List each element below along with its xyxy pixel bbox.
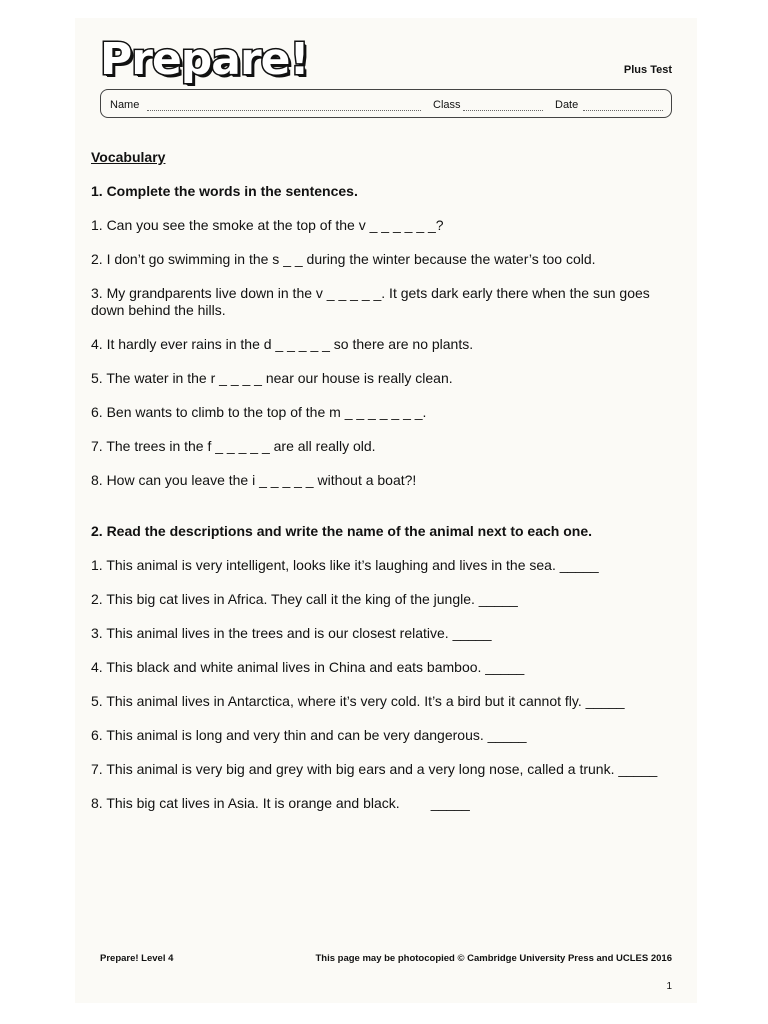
section-title: Vocabulary — [91, 149, 166, 165]
prepare-logo: Prepare! — [100, 34, 309, 85]
vocab-item: 8. How can you leave the i _ _ _ _ _ without a boat?! — [91, 472, 417, 488]
worksheet-content — [91, 149, 681, 829]
animal-item: 5. This animal lives in Antarctica, where it’s very cold. It’s a bird but it cannot fly. _____ — [91, 693, 625, 709]
animal-item: 6. This animal is long and very thin and can be very dangerous. _____ — [91, 727, 527, 743]
animal-item: 1. This animal is very intelligent, looks like it’s laughing and lives in the sea. _____ — [91, 557, 599, 573]
vocab-item: 6. Ben wants to climb to the top of the m _ _ _ _ _ _ _. — [91, 404, 427, 420]
animal-item: 4. This black and white animal lives in China and eats bamboo. _____ — [91, 659, 525, 675]
vocab-item: 7. The trees in the f _ _ _ _ _ are all really old. — [91, 438, 376, 454]
class-label: Class — [433, 99, 461, 111]
date-field[interactable] — [583, 110, 663, 111]
exercise-1-instruction: 1. Complete the words in the sentences. — [91, 183, 358, 199]
date-label: Date — [555, 99, 579, 111]
footer-copyright: This page may be photocopied © Cambridge University Press and UCLES 2016 — [315, 953, 672, 964]
exercise-2-instruction: 2. Read the descriptions and write the name of the animal next to each one. — [91, 523, 592, 539]
vocab-item: 1. Can you see the smoke at the top of the v _ _ _ _ _ _? — [91, 217, 444, 233]
vocab-item: 4. It hardly ever rains in the d _ _ _ _ _ so there are no plants. — [91, 336, 474, 352]
vocab-item: 2. I don’t go swimming in the s _ _ during the winter because the water’s too cold. — [91, 251, 596, 267]
name-label: Name — [110, 99, 140, 111]
name-field[interactable] — [147, 110, 421, 111]
animal-item: 7. This animal is very big and grey with big ears and a very long nose, called a trunk. _____ — [91, 761, 658, 777]
class-field[interactable] — [463, 110, 543, 111]
animal-item: 8. This big cat lives in Asia. It is orange and black. _____ — [91, 795, 470, 811]
footer-level: Prepare! Level 4 — [100, 953, 174, 964]
vocab-item: 5. The water in the r _ _ _ _ near our house is really clean. — [91, 370, 453, 386]
test-label: Plus Test — [623, 64, 672, 76]
animal-item: 3. This animal lives in the trees and is our closest relative. _____ — [91, 625, 492, 641]
spacer — [91, 506, 681, 523]
student-info-box — [100, 89, 672, 118]
page-number: 1 — [666, 981, 672, 992]
vocab-item: 3. My grandparents live down in the v _ _ _ _ _. It gets dark early there when the sun goes down behind the hills. — [91, 285, 650, 318]
animal-item: 2. This big cat lives in Africa. They call it the king of the jungle. _____ — [91, 591, 518, 607]
